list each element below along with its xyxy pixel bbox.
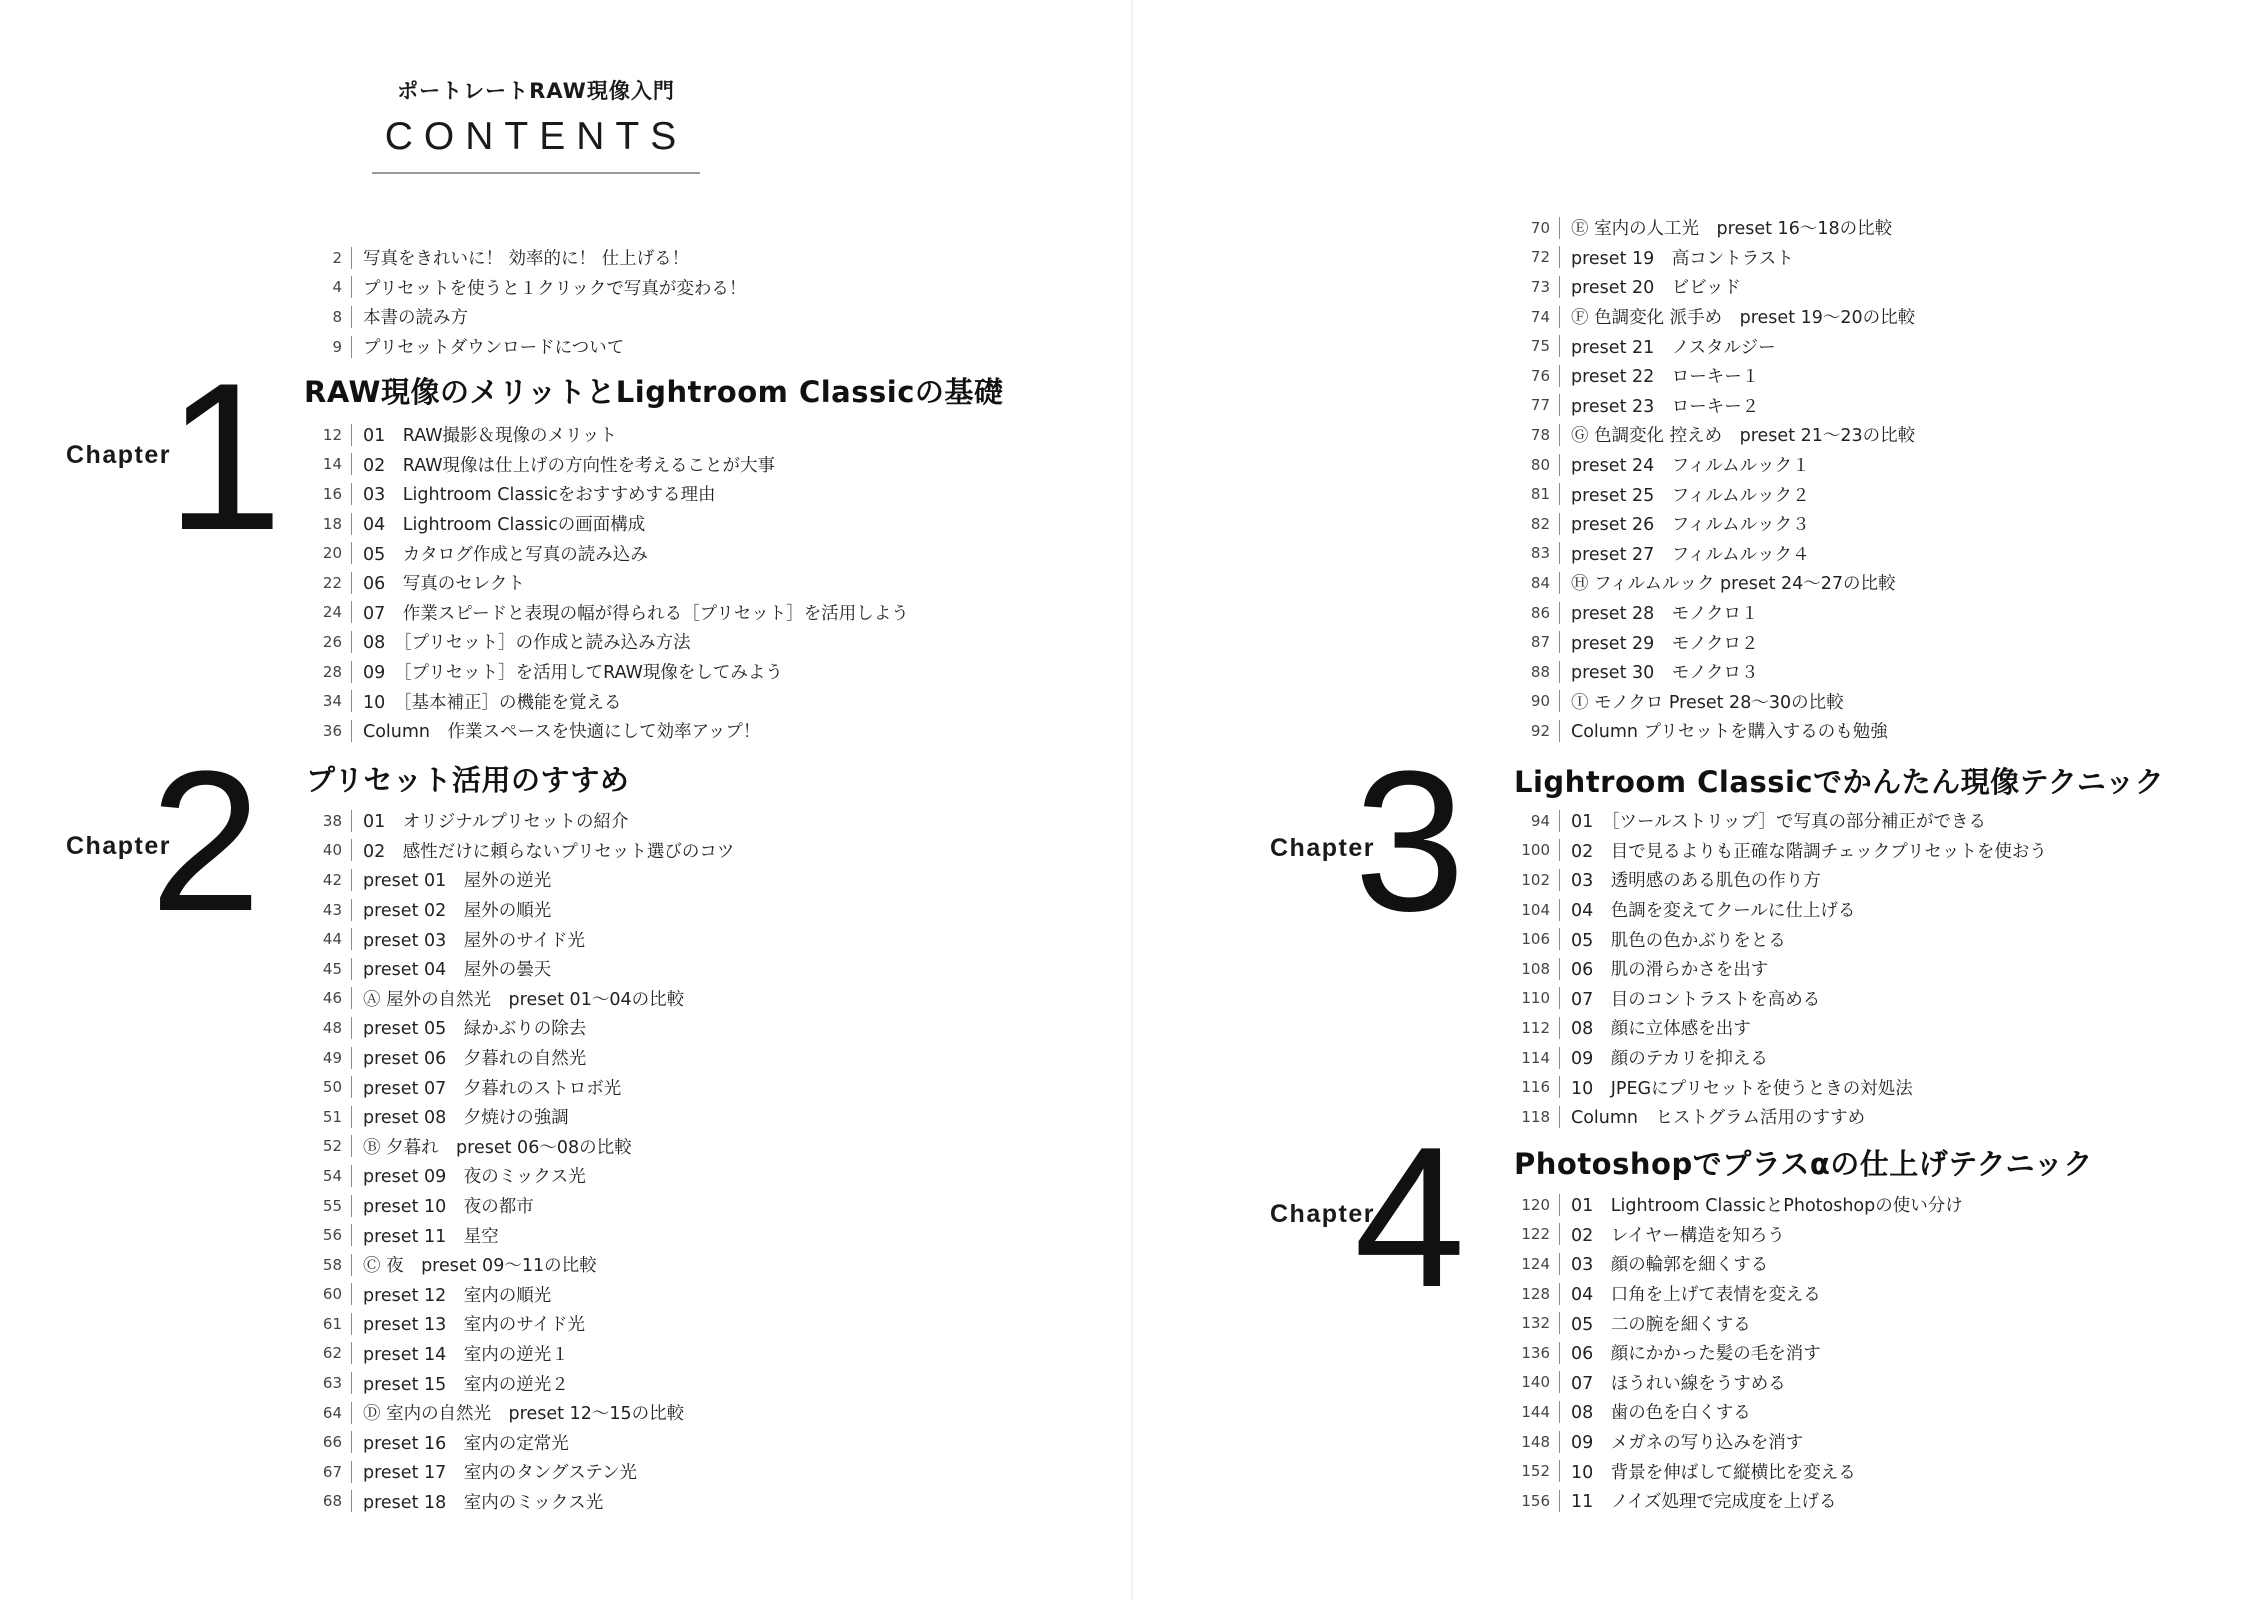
entry-title: 06 写真のセレクト	[363, 574, 525, 595]
entry-title: preset 03 屋外のサイド光	[363, 930, 586, 951]
page-number: 9	[302, 336, 352, 358]
toc-entry[interactable]	[302, 1043, 734, 1073]
entry-title: Ⓑ 夕暮れ preset 06～08の比較	[363, 1137, 632, 1158]
page-number: 67	[302, 1461, 352, 1483]
contents-header	[372, 76, 700, 174]
page-number: 58	[302, 1254, 352, 1276]
page-number: 14	[302, 453, 352, 475]
entry-title: preset 28 モノクロ１	[1571, 604, 1759, 625]
entry-title: 05 カタログ作成と写真の読み込み	[363, 544, 648, 565]
entry-title: 02 感性だけに頼らないプリセット選びのコツ	[363, 841, 735, 862]
toc-entry[interactable]	[302, 273, 746, 303]
entry-title: Ⓔ 室内の人工光 preset 16～18の比較	[1571, 219, 1893, 240]
page-number: 86	[1510, 602, 1560, 624]
entry-title: preset 15 室内の逆光２	[363, 1374, 569, 1395]
entry-title: preset 16 室内の定常光	[363, 1433, 569, 1454]
page-number: 92	[1510, 720, 1560, 742]
entry-title: 10 背景を伸ばして縦横比を変える	[1571, 1462, 1856, 1483]
toc-entry[interactable]	[1510, 1072, 2047, 1102]
entry-title: preset 30 モノクロ３	[1571, 663, 1759, 684]
toc-entry[interactable]	[302, 302, 746, 332]
chapter-1-title[interactable]: RAW現像のメリットとLightroom Classicの基礎	[304, 375, 1004, 409]
page-number: 140	[1510, 1371, 1560, 1393]
page-number: 44	[302, 928, 352, 950]
toc-entry[interactable]	[302, 1220, 734, 1250]
page-number: 90	[1510, 690, 1560, 712]
page-number: 36	[302, 720, 352, 742]
entry-title: 04 Lightroom Classicの画面構成	[363, 515, 646, 536]
header-rule	[372, 172, 700, 174]
page-number: 46	[302, 987, 352, 1009]
entry-title: preset 20 ビビッド	[1571, 278, 1742, 299]
toc-entry[interactable]	[1510, 1043, 2047, 1073]
page-number: 75	[1510, 335, 1560, 357]
entry-title: 06 肌の滑らかさを出す	[1571, 960, 1769, 981]
page-number: 61	[302, 1313, 352, 1335]
toc-entry[interactable]	[1510, 687, 1915, 717]
toc-entry[interactable]	[1510, 895, 2047, 925]
entry-title: 04 口角を上げて表情を変える	[1571, 1285, 1821, 1306]
chapter-4-label: Chapter	[1270, 1200, 1375, 1228]
toc-entry[interactable]	[302, 1250, 734, 1280]
page-number: 62	[302, 1342, 352, 1364]
page-number: 106	[1510, 928, 1560, 950]
entry-title: 08 ［プリセット］の作成と読み込み方法	[363, 633, 691, 654]
page-number: 51	[302, 1106, 352, 1128]
page-number: 49	[302, 1047, 352, 1069]
toc-entry[interactable]	[1510, 302, 1915, 332]
toc-entry[interactable]	[302, 984, 734, 1014]
page-number: 50	[302, 1076, 352, 1098]
page-number: 18	[302, 513, 352, 535]
page-number: 48	[302, 1017, 352, 1039]
toc-entry[interactable]	[302, 1102, 734, 1132]
page-number: 26	[302, 631, 352, 653]
toc-entry[interactable]	[1510, 716, 1915, 746]
toc-entry[interactable]	[302, 924, 734, 954]
toc-entry[interactable]	[302, 332, 746, 362]
entry-title: preset 17 室内のタングステン光	[363, 1463, 638, 1484]
page-number: 70	[1510, 217, 1560, 239]
entry-title: preset 10 夜の都市	[363, 1197, 534, 1218]
entry-title: Ⓖ 色調変化 控えめ preset 21～23の比較	[1571, 426, 1916, 447]
toc-entry[interactable]	[1510, 1368, 1963, 1398]
page-number: 22	[302, 572, 352, 594]
contents-title: CONTENTS	[384, 115, 688, 158]
toc-entry[interactable]	[1510, 984, 2047, 1014]
toc-entry[interactable]	[1510, 479, 1915, 509]
entry-title: 11 ノイズ処理で完成度を上げる	[1571, 1492, 1837, 1513]
toc-entry[interactable]	[302, 243, 746, 273]
entry-title: 09 ［プリセット］を活用してRAW現像をしてみよう	[363, 663, 783, 684]
page-number: 87	[1510, 631, 1560, 653]
entry-title: プリセットを使うと１クリックで写真が変わる！	[363, 278, 747, 299]
toc-entry[interactable]	[302, 1191, 734, 1221]
entry-title: 02 レイヤー構造を知ろう	[1571, 1225, 1785, 1246]
entry-title: preset 13 室内のサイド光	[363, 1315, 586, 1336]
toc-entry[interactable]	[1510, 1249, 1963, 1279]
entry-title: 10 JPEGにプリセットを使うときの対処法	[1571, 1078, 1913, 1099]
chapter-2-list	[302, 806, 734, 1516]
page-number: 122	[1510, 1223, 1560, 1245]
toc-entry[interactable]	[1510, 627, 1915, 657]
page-number: 74	[1510, 306, 1560, 328]
entry-title: 08 歯の色を白くする	[1571, 1403, 1751, 1424]
page-number: 56	[302, 1224, 352, 1246]
entry-title: Ⓒ 夜 preset 09～11の比較	[363, 1256, 597, 1277]
chapter-1-list	[302, 420, 909, 746]
toc-entry[interactable]	[302, 450, 909, 480]
page-number: 38	[302, 810, 352, 832]
entry-title: preset 18 室内のミックス光	[363, 1492, 604, 1513]
entry-title: 07 目のコントラストを高める	[1571, 989, 1821, 1010]
entry-title: preset 14 室内の逆光１	[363, 1344, 569, 1365]
toc-entry[interactable]	[1510, 420, 1915, 450]
toc-entry[interactable]	[302, 1427, 734, 1457]
toc-entry[interactable]	[1510, 1220, 1963, 1250]
entry-title: preset 01 屋外の逆光	[363, 871, 552, 892]
entry-title: preset 09 夜のミックス光	[363, 1167, 586, 1188]
page-number: 28	[302, 661, 352, 683]
entry-title: preset 21 ノスタルジー	[1571, 337, 1776, 358]
chapter-3-label: Chapter	[1270, 834, 1375, 862]
chapter-1-label: Chapter	[66, 441, 171, 469]
entry-title: preset 25 フィルムルック２	[1571, 485, 1810, 506]
entry-title: Column ヒストグラム活用のすすめ	[1571, 1108, 1866, 1129]
page-number: 94	[1510, 810, 1560, 832]
book-subtitle: ポートレートRAW現像入門	[397, 79, 675, 103]
toc-entry[interactable]	[1510, 657, 1915, 687]
toc-entry[interactable]	[1510, 954, 2047, 984]
toc-entry[interactable]	[1510, 331, 1915, 361]
page-number: 76	[1510, 365, 1560, 387]
toc-entry[interactable]	[302, 1013, 734, 1043]
page-number: 82	[1510, 513, 1560, 535]
entry-title: 05 肌色の色かぶりをとる	[1571, 930, 1786, 951]
entry-title: Ⓐ 屋外の自然光 preset 01～04の比較	[363, 989, 685, 1010]
entry-title: 05 二の腕を細くする	[1571, 1314, 1751, 1335]
page-number: 148	[1510, 1431, 1560, 1453]
page-number: 45	[302, 958, 352, 980]
page-number: 88	[1510, 661, 1560, 683]
toc-entry[interactable]	[1510, 213, 1915, 243]
toc-entry[interactable]	[302, 865, 734, 895]
entry-title: 09 メガネの写り込みを消す	[1571, 1433, 1804, 1454]
page-number: 104	[1510, 899, 1560, 921]
toc-entry[interactable]	[302, 420, 909, 450]
entry-title: preset 27 フィルムルック４	[1571, 544, 1810, 565]
toc-entry[interactable]	[1510, 272, 1915, 302]
entry-title: 07 作業スピードと表現の幅が得られる［プリセット］を活用しよう	[363, 603, 909, 624]
page-number: 2	[302, 247, 352, 269]
page-number: 24	[302, 601, 352, 623]
toc-entry[interactable]	[1510, 1427, 1963, 1457]
page-number: 60	[302, 1283, 352, 1305]
chapter-1-number: 1	[166, 339, 283, 574]
entry-title: 09 顔のテカリを抑える	[1571, 1049, 1768, 1070]
toc-entry[interactable]	[302, 1309, 734, 1339]
page-number: 34	[302, 690, 352, 712]
toc-entry[interactable]	[1510, 598, 1915, 628]
toc-entry[interactable]	[302, 509, 909, 539]
toc-entry[interactable]	[302, 806, 734, 836]
page-number: 110	[1510, 987, 1560, 1009]
toc-entry[interactable]	[302, 836, 734, 866]
page-number: 100	[1510, 839, 1560, 861]
toc-entry[interactable]	[1510, 1013, 2047, 1043]
toc-entry[interactable]	[1510, 568, 1915, 598]
toc-entry[interactable]	[1510, 361, 1915, 391]
page-number: 124	[1510, 1253, 1560, 1275]
page-number: 40	[302, 839, 352, 861]
toc-entry[interactable]	[1510, 836, 2047, 866]
page-number: 66	[302, 1431, 352, 1453]
page-number: 132	[1510, 1312, 1560, 1334]
page-number: 72	[1510, 246, 1560, 268]
page-number: 63	[302, 1372, 352, 1394]
entry-title: 02 目で見るよりも正確な階調チェックプリセットを使おう	[1571, 841, 2047, 862]
toc-entry[interactable]	[302, 1368, 734, 1398]
entry-title: preset 19 高コントラスト	[1571, 248, 1794, 269]
toc-entry[interactable]	[302, 1072, 734, 1102]
toc-entry[interactable]	[302, 895, 734, 925]
toc-entry[interactable]	[1510, 243, 1915, 273]
entry-title: preset 24 フィルムルック１	[1571, 456, 1810, 477]
entry-title: Column 作業スペースを快適にして効率アップ！	[363, 722, 761, 743]
entry-title: 08 顔に立体感を出す	[1571, 1019, 1751, 1040]
page-number: 77	[1510, 394, 1560, 416]
toc-entry[interactable]	[1510, 1338, 1963, 1368]
toc-entry[interactable]	[302, 627, 909, 657]
page-number: 8	[302, 306, 352, 328]
chapter-4-title[interactable]: Photoshopでプラスαの仕上げテクニック	[1514, 1147, 2093, 1181]
page-number: 156	[1510, 1490, 1560, 1512]
entry-title: 04 色調を変えてクールに仕上げる	[1571, 901, 1856, 922]
entry-title: preset 08 夕焼けの強調	[363, 1108, 569, 1129]
entry-title: preset 23 ローキー２	[1571, 396, 1760, 417]
chapter-3-title[interactable]: Lightroom Classicでかんたん現像テクニック	[1514, 765, 2165, 799]
toc-entry[interactable]	[302, 1161, 734, 1191]
entry-title: 03 Lightroom Classicをおすすめする理由	[363, 485, 716, 506]
page-number: 54	[302, 1165, 352, 1187]
page-number: 52	[302, 1135, 352, 1157]
toc-entry[interactable]	[302, 538, 909, 568]
page-number: 118	[1510, 1106, 1560, 1128]
entry-title: preset 29 モノクロ２	[1571, 633, 1759, 654]
page-number: 42	[302, 869, 352, 891]
page-number: 81	[1510, 483, 1560, 505]
toc-entry[interactable]	[302, 1398, 734, 1428]
toc-entry[interactable]	[1510, 509, 1915, 539]
page-number: 83	[1510, 542, 1560, 564]
toc-entry[interactable]	[1510, 1397, 1963, 1427]
entry-title: preset 07 夕暮れのストロボ光	[363, 1078, 622, 1099]
toc-entry[interactable]	[1510, 1190, 1963, 1220]
entry-title: 03 顔の輪郭を細くする	[1571, 1255, 1769, 1276]
page-number: 144	[1510, 1401, 1560, 1423]
entry-title: 01 Lightroom ClassicとPhotoshopの使い分け	[1571, 1196, 1963, 1217]
page-number: 43	[302, 899, 352, 921]
toc-entry[interactable]	[302, 1280, 734, 1310]
toc-entry[interactable]	[1510, 865, 2047, 895]
toc-entry[interactable]	[1510, 1308, 1963, 1338]
page-number: 16	[302, 483, 352, 505]
toc-entry[interactable]	[1510, 391, 1915, 421]
entry-title: preset 11 星空	[363, 1226, 499, 1247]
entry-title: preset 26 フィルムルック３	[1571, 515, 1810, 536]
entry-title: 01 RAW撮影＆現像のメリット	[363, 426, 617, 447]
chapter-2-label: Chapter	[66, 832, 171, 860]
page-number: 102	[1510, 869, 1560, 891]
entry-title: 10 ［基本補正］の機能を覚える	[363, 692, 622, 713]
page-number: 4	[302, 276, 352, 298]
page-number: 64	[302, 1402, 352, 1424]
toc-entry[interactable]	[302, 686, 909, 716]
toc-entry[interactable]	[302, 479, 909, 509]
entry-title: 写真をきれいに！ 効率的に！ 仕上げる！	[363, 249, 690, 270]
toc-entry[interactable]	[302, 1457, 734, 1487]
toc-entry[interactable]	[302, 1487, 734, 1517]
page-number: 68	[302, 1490, 352, 1512]
toc-entry[interactable]	[1510, 539, 1915, 569]
page-number: 73	[1510, 276, 1560, 298]
entry-title: 07 ほうれい線をうすめる	[1571, 1373, 1786, 1394]
toc-entry[interactable]	[1510, 924, 2047, 954]
toc-entry[interactable]	[1510, 1102, 2047, 1132]
page-number: 80	[1510, 454, 1560, 476]
page-number: 55	[302, 1195, 352, 1217]
entry-title: Ⓕ 色調変化 派手め preset 19～20の比較	[1571, 308, 1916, 329]
entry-title: preset 04 屋外の曇天	[363, 960, 552, 981]
toc-entry[interactable]	[1510, 450, 1915, 480]
toc-entry[interactable]	[1510, 806, 2047, 836]
page-number: 128	[1510, 1283, 1560, 1305]
entry-title: preset 12 室内の順光	[363, 1285, 552, 1306]
page-number: 114	[1510, 1047, 1560, 1069]
toc-entry[interactable]	[302, 598, 909, 628]
page-number: 116	[1510, 1076, 1560, 1098]
toc-entry[interactable]	[302, 1132, 734, 1162]
page-number: 152	[1510, 1460, 1560, 1482]
entry-title: 03 透明感のある肌色の作り方	[1571, 871, 1821, 892]
toc-entry[interactable]	[302, 954, 734, 984]
entry-title: Ⓘ モノクロ Preset 28～30の比較	[1571, 692, 1844, 713]
entry-title: 01 オリジナルプリセットの紹介	[363, 812, 629, 833]
chapter-2-number: 2	[150, 730, 262, 953]
chapter-2-title[interactable]: プリセット活用のすすめ	[306, 763, 630, 797]
entry-title: preset 06 夕暮れの自然光	[363, 1049, 587, 1070]
toc-entry[interactable]	[1510, 1279, 1963, 1309]
page-number: 12	[302, 424, 352, 446]
chapter-2-continued-list	[1510, 213, 1915, 746]
entry-title: Ⓗ フィルムルック preset 24～27の比較	[1571, 574, 1896, 595]
toc-entry[interactable]	[1510, 1456, 1963, 1486]
page-number: 108	[1510, 958, 1560, 980]
page-number: 136	[1510, 1342, 1560, 1364]
chapter-4-list	[1510, 1190, 1963, 1516]
page-gutter	[1131, 0, 1133, 1600]
entry-title: 02 RAW現像は仕上げの方向性を考えることが大事	[363, 455, 776, 476]
toc-entry[interactable]	[302, 716, 909, 746]
toc-entry[interactable]	[302, 1339, 734, 1369]
entry-title: preset 02 屋外の順光	[363, 901, 552, 922]
page-number: 120	[1510, 1194, 1560, 1216]
entry-title: preset 22 ローキー１	[1571, 367, 1760, 388]
toc-entry[interactable]	[302, 657, 909, 687]
entry-title: Ⓓ 室内の自然光 preset 12～15の比較	[363, 1404, 685, 1425]
entry-title: プリセットダウンロードについて	[363, 338, 625, 359]
toc-entry[interactable]	[302, 568, 909, 598]
page-number: 78	[1510, 424, 1560, 446]
entry-title: preset 05 緑かぶりの除去	[363, 1019, 587, 1040]
entry-title: 06 顔にかかった髪の毛を消す	[1571, 1344, 1821, 1365]
chapter-4-number: 4	[1354, 1106, 1466, 1329]
page-number: 84	[1510, 572, 1560, 594]
entry-title: 本書の読み方	[363, 308, 468, 329]
page-number: 112	[1510, 1017, 1560, 1039]
page-number: 20	[302, 542, 352, 564]
entry-title: Column プリセットを購入するのも勉強	[1571, 722, 1888, 743]
intro-list	[302, 243, 746, 361]
chapter-3-number: 3	[1354, 730, 1466, 953]
chapter-3-list	[1510, 806, 2047, 1132]
toc-entry[interactable]	[1510, 1486, 1963, 1516]
entry-title: 01 ［ツールストリップ］で写真の部分補正ができる	[1571, 812, 1986, 833]
